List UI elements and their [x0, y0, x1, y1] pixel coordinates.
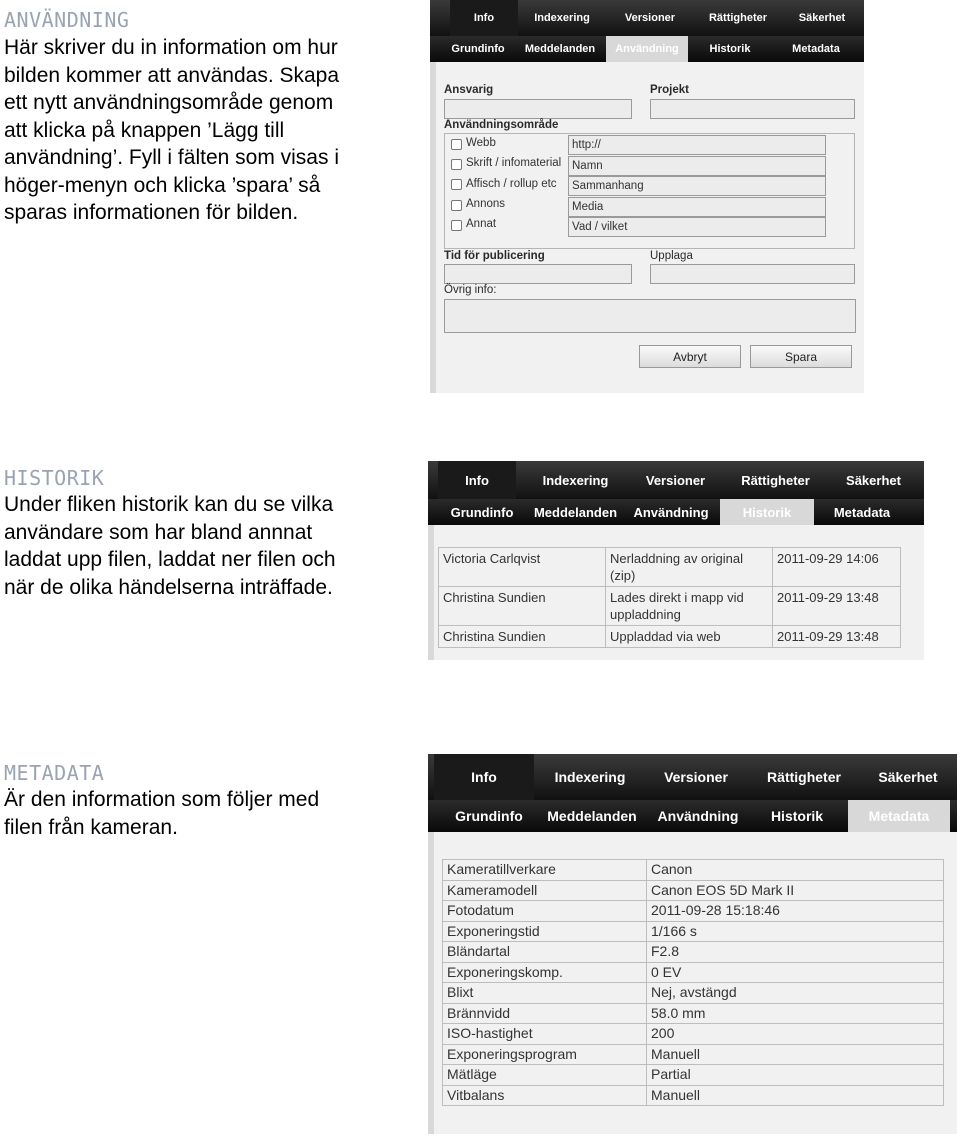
history-user: Christina Sundien [439, 626, 606, 648]
metadata-row [443, 962, 944, 983]
ansvarig-input[interactable] [444, 99, 632, 119]
projekt-label: Projekt [650, 84, 689, 96]
text-line: höger-menyn och klicka ’spara’ så [4, 173, 321, 197]
section-heading-historik: HISTORIK [4, 466, 105, 490]
http-input[interactable]: http:// [568, 135, 826, 155]
metadata-row [443, 860, 944, 881]
metadata-row [443, 942, 944, 963]
text-line: Under fliken historik kan du se vilka [4, 493, 334, 516]
metadata-panel [428, 754, 957, 1134]
ansvarig-label: Ansvarig [444, 84, 494, 96]
tab-versioner[interactable]: Versioner [624, 12, 676, 24]
history-time: 2011-09-29 13:48 [773, 626, 901, 648]
metadata-key: Mätläge [443, 1065, 647, 1086]
tab-grundinfo[interactable]: Grundinfo [450, 504, 514, 520]
tab-historik[interactable]: Historik [720, 499, 814, 525]
tab-info[interactable]: Info [438, 461, 516, 499]
sub-tab-bar [430, 36, 864, 62]
history-user: Christina Sundien [439, 587, 606, 626]
tab-versioner[interactable]: Versioner [664, 769, 728, 785]
metadata-row [443, 1024, 944, 1045]
metadata-key: Exponeringstid [443, 921, 647, 942]
metadata-key: Exponeringsprogram [443, 1044, 647, 1065]
sub-tab-bar [428, 800, 957, 832]
metadata-row [443, 901, 944, 922]
tab-info[interactable]: Info [434, 754, 534, 800]
checkbox-label: Webb [466, 137, 496, 149]
metadata-table [442, 859, 944, 1106]
history-action [606, 626, 773, 648]
ovrig-label: Övrig info: [444, 284, 497, 296]
action-line: Nerladdning av original [610, 551, 743, 566]
tab-anvandning[interactable]: Användning [606, 36, 688, 62]
tab-sakerhet[interactable]: Säkerhet [846, 472, 901, 488]
tab-metadata[interactable]: Metadata [833, 504, 891, 520]
text-line: ett nytt användningsområde genom [4, 91, 334, 114]
history-action [606, 587, 773, 626]
ovrig-input[interactable] [444, 299, 856, 333]
section-text-metadata [4, 786, 319, 841]
tab-anvandning[interactable]: Användning [633, 504, 709, 520]
metadata-row [443, 880, 944, 901]
table-row [439, 626, 901, 648]
namn-input[interactable]: Namn [568, 156, 826, 176]
table-row [439, 587, 901, 626]
metadata-value: Manuell [647, 1044, 944, 1065]
table-row [439, 548, 901, 587]
checkbox-skrift[interactable] [451, 159, 462, 170]
text-line: användning’. Fyll i fälten som visas i [4, 146, 339, 169]
action-line: Lades direkt i mapp vid [610, 590, 744, 605]
metadata-value: F2.8 [647, 942, 944, 963]
action-line: uppladdning [610, 607, 681, 622]
tab-rattigheter[interactable]: Rättigheter [767, 769, 841, 785]
metadata-value: 200 [647, 1024, 944, 1045]
metadata-key: ISO-hastighet [443, 1024, 647, 1045]
metadata-key: Brännvidd [443, 1003, 647, 1024]
checkbox-label: Skrift / infomaterial [466, 157, 562, 169]
action-line: Uppladdad via web [610, 629, 721, 644]
history-panel [428, 461, 924, 660]
tid-label: Tid för publicering [444, 250, 545, 262]
checkbox-affisch[interactable] [451, 179, 462, 190]
cancel-button[interactable]: Avbryt [639, 345, 741, 368]
tab-metadata[interactable]: Metadata [792, 43, 840, 55]
tab-sakerhet[interactable]: Säkerhet [798, 12, 846, 24]
text-line: bilden kommer att användas. Skapa [4, 63, 340, 87]
top-tab-bar [428, 754, 957, 800]
area-label: Användningsområde [444, 119, 559, 131]
upplaga-input[interactable] [650, 264, 855, 284]
history-table [438, 547, 901, 648]
history-user: Victoria Carlqvist [439, 548, 606, 587]
top-tab-bar [430, 0, 864, 36]
tab-grundinfo[interactable]: Grundinfo [455, 808, 523, 824]
metadata-row [443, 1085, 944, 1106]
metadata-key: Kameramodell [443, 880, 647, 901]
tid-input[interactable] [444, 264, 632, 284]
text-line: användare som har bland annnat [4, 520, 313, 544]
text-line: laddat upp filen, laddat ner filen och [4, 548, 336, 571]
metadata-value: Manuell [647, 1085, 944, 1106]
metadata-key: Blixt [443, 983, 647, 1004]
metadata-row [443, 921, 944, 942]
tab-sakerhet[interactable]: Säkerhet [878, 769, 938, 785]
text-line: när de olika händelserna inträffade. [4, 575, 333, 599]
tab-anvandning[interactable]: Användning [657, 808, 739, 824]
usage-panel [430, 0, 864, 393]
checkbox-label: Annat [466, 218, 497, 230]
tab-indexering[interactable]: Indexering [554, 769, 626, 785]
metadata-value: 2011-09-28 15:18:46 [647, 901, 944, 922]
tab-metadata[interactable]: Metadata [848, 800, 950, 832]
history-time: 2011-09-29 13:48 [773, 587, 901, 626]
metadata-value: 58.0 mm [647, 1003, 944, 1024]
text-line: att klicka på knappen ’Lägg till [4, 118, 285, 142]
tab-info[interactable]: Info [450, 0, 518, 36]
metadata-value: 0 EV [647, 962, 944, 983]
checkbox-annons[interactable] [451, 200, 462, 211]
vad-vilket-input[interactable]: Vad / vilket [568, 217, 826, 237]
metadata-key: Exponeringskomp. [443, 962, 647, 983]
text-line: sparas informationen för bilden. [4, 201, 299, 224]
checkbox-webb[interactable] [451, 139, 462, 150]
media-input[interactable]: Media [568, 197, 826, 217]
metadata-row [443, 983, 944, 1004]
history-action [606, 548, 773, 587]
metadata-value: Canon [647, 860, 944, 881]
upplaga-label: Upplaga [650, 250, 693, 262]
sub-tab-bar [428, 499, 924, 525]
tab-indexering[interactable]: Indexering [534, 12, 590, 24]
checkbox-label: Affisch / rollup etc [466, 178, 557, 190]
projekt-input[interactable] [650, 99, 855, 119]
tab-meddelanden[interactable]: Meddelanden [524, 43, 596, 55]
metadata-value: 1/166 s [647, 921, 944, 942]
text-line: Här skriver du in information om hur [4, 36, 338, 59]
metadata-key: Vitbalans [443, 1085, 647, 1106]
tab-meddelanden[interactable]: Meddelanden [533, 504, 618, 520]
metadata-key: Kameratillverkare [443, 860, 647, 881]
metadata-row [443, 1044, 944, 1065]
tab-versioner[interactable]: Versioner [645, 472, 706, 488]
tab-historik[interactable]: Historik [770, 808, 824, 824]
section-heading-anvandning: ANVÄNDNING [4, 8, 130, 32]
text-line: Är den information som följer med [4, 788, 320, 811]
section-text-historik [4, 491, 336, 601]
text-line: filen från kameran. [4, 815, 178, 839]
history-time: 2011-09-29 14:06 [773, 548, 901, 587]
tab-meddelanden[interactable]: Meddelanden [547, 808, 637, 824]
checkbox-annat[interactable] [451, 220, 462, 231]
action-line: (zip) [610, 568, 636, 583]
tab-rattigheter[interactable]: Rättigheter [741, 472, 810, 488]
sammanhang-input[interactable]: Sammanhang [568, 176, 826, 196]
tab-indexering[interactable]: Indexering [542, 472, 609, 488]
tab-historik[interactable]: Historik [709, 43, 751, 55]
section-text-anvandning [4, 34, 339, 227]
metadata-value: Nej, avstängd [647, 983, 944, 1004]
metadata-row [443, 1065, 944, 1086]
tab-rattigheter[interactable]: Rättigheter [708, 12, 768, 24]
metadata-row [443, 1003, 944, 1024]
section-heading-metadata: METADATA [4, 761, 105, 785]
metadata-value: Partial [647, 1065, 944, 1086]
top-tab-bar [428, 461, 924, 499]
checkbox-label: Annons [466, 198, 506, 210]
save-button[interactable]: Spara [750, 345, 852, 368]
metadata-key: Bländartal [443, 942, 647, 963]
metadata-value: Canon EOS 5D Mark II [647, 880, 944, 901]
tab-grundinfo[interactable]: Grundinfo [451, 43, 505, 55]
metadata-key: Fotodatum [443, 901, 647, 922]
